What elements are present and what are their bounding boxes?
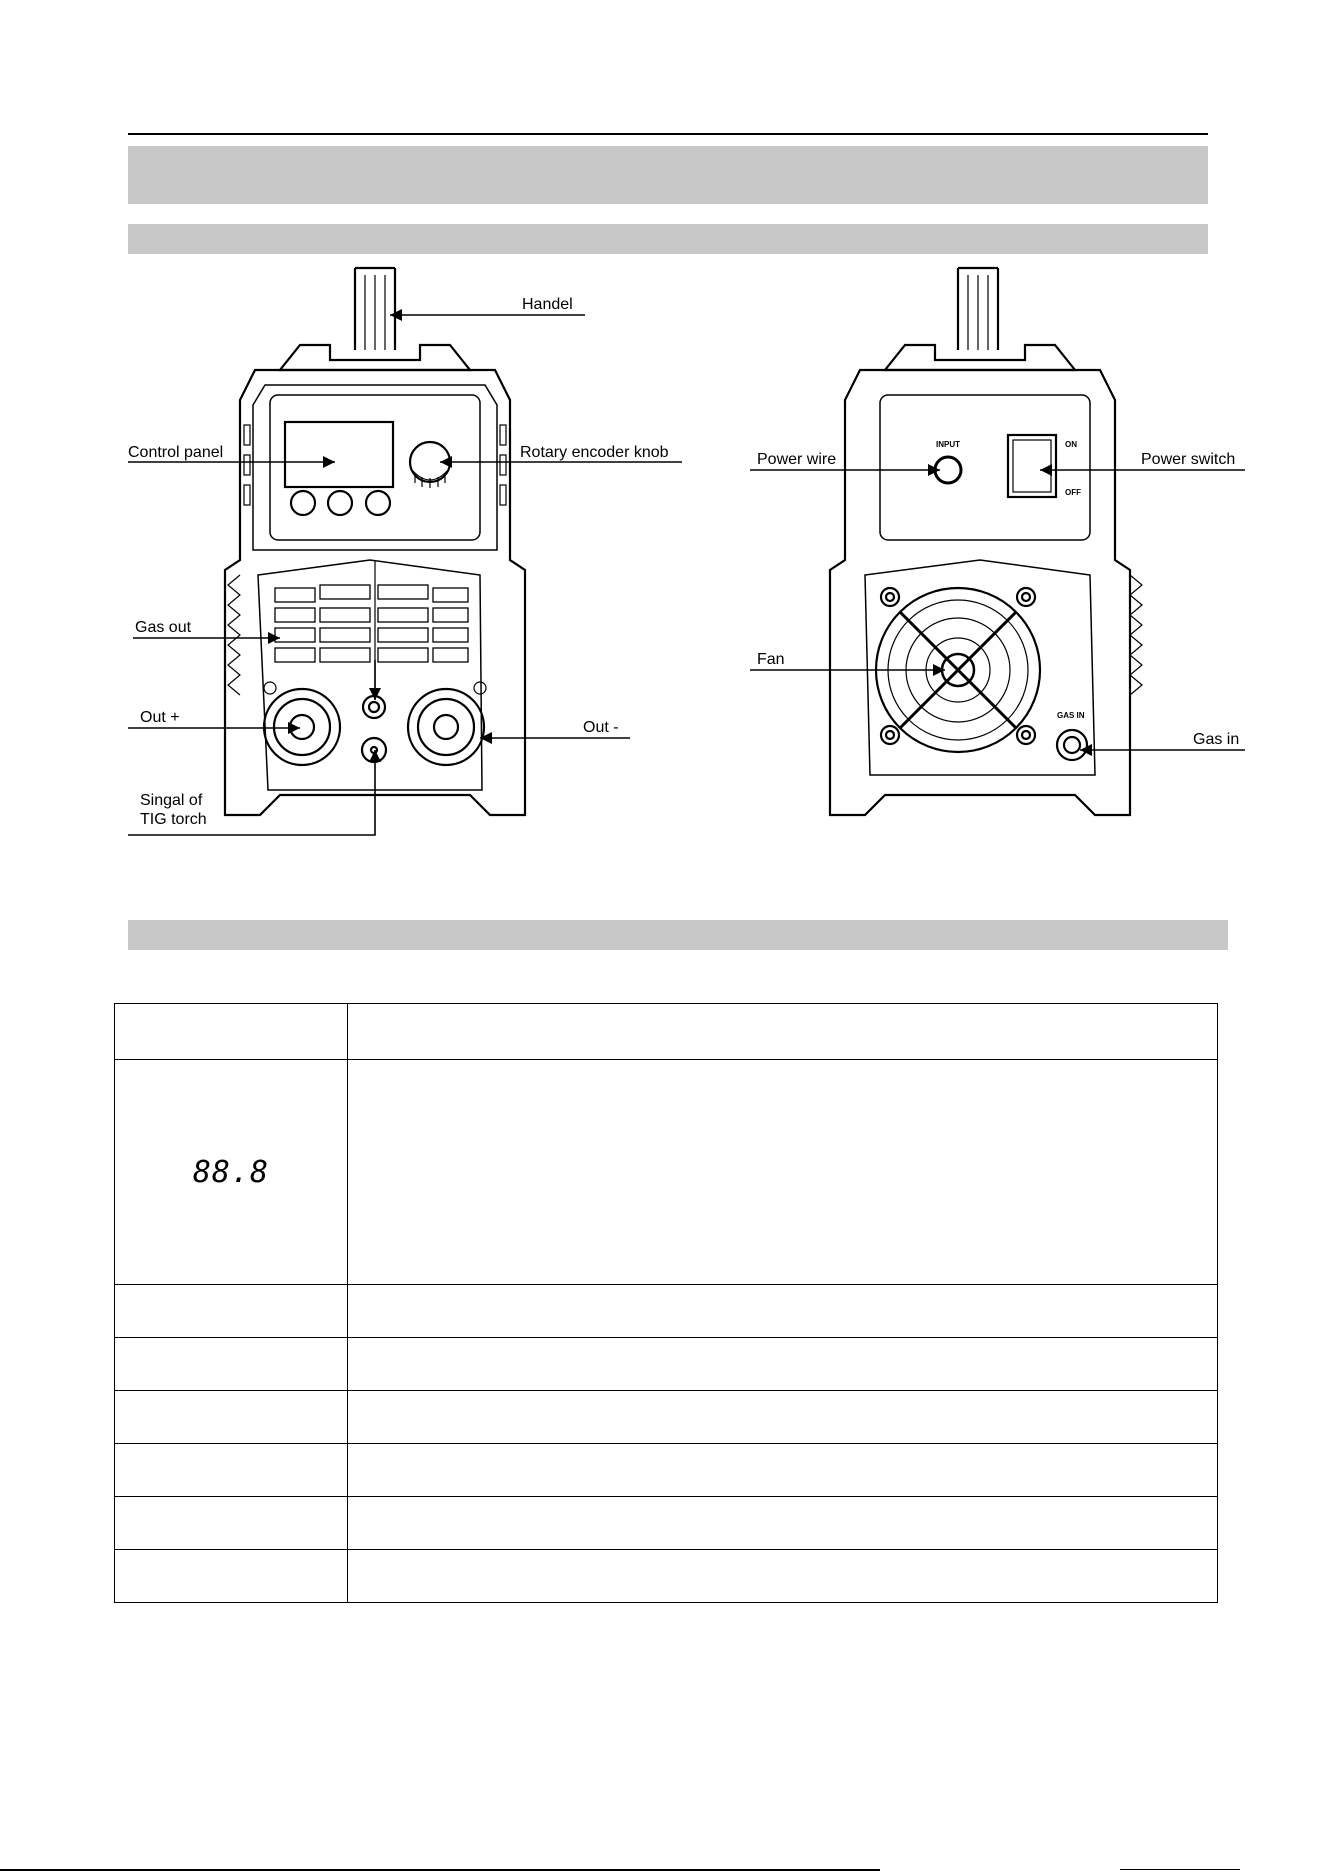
mark-off: OFF: [1065, 488, 1081, 497]
label-out-minus: Out -: [583, 719, 619, 736]
table-row: [115, 1497, 1218, 1550]
control-panel-table: [114, 1003, 1218, 1603]
table-row: [115, 1060, 1218, 1285]
table-row: [115, 1285, 1218, 1338]
subsection-band-panel: [128, 920, 1228, 950]
mark-gas-in: GAS IN: [1057, 711, 1085, 720]
table-row: [115, 1444, 1218, 1497]
arrow-heads: [268, 309, 1092, 762]
label-gas-in: Gas in: [1193, 731, 1240, 748]
label-gas-out: Gas out: [135, 619, 192, 636]
table-row: [115, 1550, 1218, 1603]
label-control-panel: Control panel: [128, 444, 224, 461]
front-view: [225, 268, 525, 815]
seven-segment-display-icon: 88.8: [192, 1154, 270, 1190]
label-rotary-knob: Rotary encoder knob: [520, 444, 669, 461]
table-row: [115, 1391, 1218, 1444]
bottom-rule: [0, 1869, 880, 1871]
label-power-switch: Power switch: [1141, 451, 1236, 468]
label-power-wire: Power wire: [757, 451, 837, 468]
machine-structure-diagram: [0, 0, 1324, 900]
bottom-rule-right: [1120, 1869, 1240, 1870]
label-signal-line2: TIG torch: [140, 811, 207, 828]
mark-on: ON: [1065, 440, 1077, 449]
rear-view: [830, 268, 1142, 815]
label-out-plus: Out +: [140, 709, 180, 726]
label-fan: Fan: [757, 651, 785, 668]
mark-input: INPUT: [936, 440, 960, 449]
label-signal-line1: Singal of: [140, 792, 203, 809]
label-handle: Handel: [522, 296, 573, 313]
table-row: [115, 1004, 1218, 1060]
leader-lines: [128, 315, 1245, 835]
table-row: [115, 1338, 1218, 1391]
